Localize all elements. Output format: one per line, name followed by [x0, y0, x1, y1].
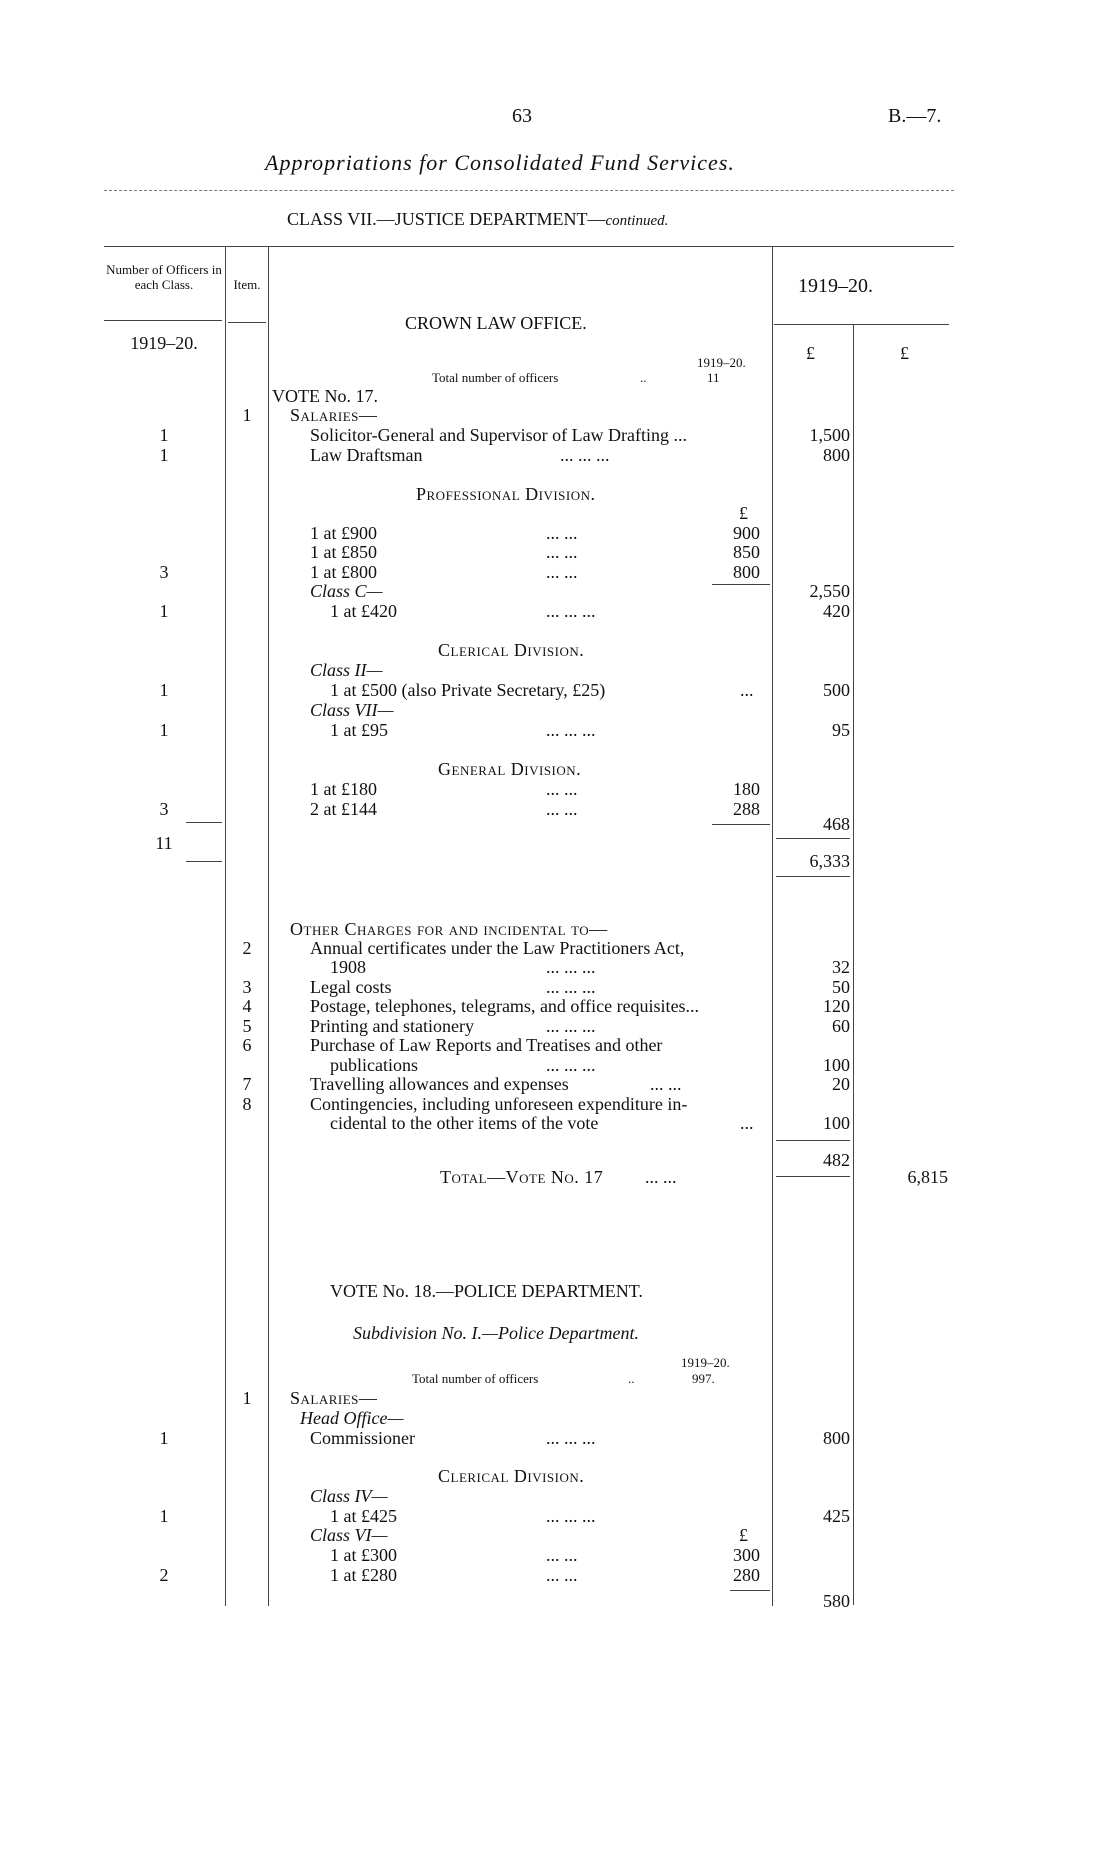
officer-count: 1 [159, 1428, 169, 1448]
line-item-text: Postage, telephones, telegrams, and office requisites... [310, 996, 700, 1016]
officer-count: 1 [159, 680, 169, 700]
dot-leader: ... ... ... [546, 1055, 596, 1075]
division-heading: Clerical Division. [438, 1466, 585, 1486]
dot-leader: ... ... [546, 799, 578, 819]
dot-leader: .. [628, 1371, 635, 1386]
amount-value: 2,550 [809, 581, 850, 601]
officers-year-note: 1919–20. [681, 1355, 730, 1370]
line-item-text: 1 at £280 [330, 1565, 397, 1585]
vote-total-value: 6,815 [907, 1167, 948, 1187]
amount-value: 500 [823, 680, 850, 700]
amount-value: 420 [823, 601, 850, 621]
line-item-text: 1 at £850 [310, 542, 377, 562]
line-item-text: 1 at £900 [310, 523, 377, 543]
amount-value: 60 [832, 1016, 850, 1036]
amount-value: 800 [823, 1428, 850, 1448]
amount-value: 120 [823, 996, 850, 1016]
salaries-total: 6,333 [809, 851, 850, 871]
vote-total-label: Total—Vote No. 17 [440, 1167, 604, 1187]
subtotal-rule [730, 1590, 770, 1591]
amount-value: 95 [832, 720, 850, 740]
amount-value: 100 [823, 1113, 850, 1133]
amount-value: 1,500 [809, 425, 850, 445]
officers-total: 11 [155, 833, 173, 853]
line-item-text: 1 at £420 [330, 601, 397, 621]
total-rule [776, 876, 850, 877]
total-rule [776, 1176, 850, 1177]
division-heading: General Division. [438, 759, 582, 779]
item-header-rule [228, 322, 266, 323]
amount-value: 800 [823, 445, 850, 465]
dot-leader: ... ... ... [546, 1506, 596, 1526]
year-column-header: 1919–20. [798, 275, 873, 297]
line-item-text: Solicitor-General and Supervisor of Law Drafting ... [310, 425, 688, 445]
dot-leader: ... [740, 680, 754, 700]
dot-leader: ... ... ... [560, 445, 610, 465]
item-number: 3 [242, 977, 252, 997]
amount-value: 468 [823, 814, 850, 834]
subamount-value: 280 [733, 1565, 760, 1585]
section-title-crown-law: CROWN LAW OFFICE. [405, 313, 587, 333]
class-heading: Head Office— [300, 1408, 404, 1428]
officer-count: 3 [159, 562, 169, 582]
dot-leader: ... ... [546, 1545, 578, 1565]
dot-leader: ... ... ... [546, 1428, 596, 1448]
total-officers-value: 997. [692, 1371, 715, 1386]
class-heading: Class VII— [310, 700, 394, 720]
subamount-value: 180 [733, 779, 760, 799]
item-number: 7 [242, 1074, 252, 1094]
total-column-divider [853, 325, 854, 1605]
table-top-rule [104, 246, 954, 247]
division-heading: Clerical Division. [438, 640, 585, 660]
officer-count: 1 [159, 1506, 169, 1526]
line-item-text: publications [330, 1055, 418, 1075]
line-item-text: 1908 [330, 957, 366, 977]
officer-count: 1 [159, 445, 169, 465]
subamount-value: 288 [733, 799, 760, 819]
dot-leader: ... ... [650, 1074, 682, 1094]
item-number: 5 [242, 1016, 252, 1036]
item-number: 4 [242, 996, 252, 1016]
officers-column-header: Number of Officers in each Class. [106, 262, 222, 292]
item-number: 8 [242, 1094, 252, 1114]
line-item-text: Law Draftsman [310, 445, 423, 465]
currency-label-total: £ [900, 343, 909, 363]
item-number: 6 [242, 1035, 252, 1055]
total-officers-label: Total number of officers [432, 370, 559, 385]
division-heading: Professional Division. [416, 484, 596, 504]
page-number: 63 [512, 105, 532, 127]
dot-leader: ... ... ... [546, 957, 596, 977]
total-rule [776, 838, 850, 839]
currency-label-amount: £ [806, 343, 815, 363]
subamount-value: 900 [733, 523, 760, 543]
officer-count: 3 [159, 799, 169, 819]
dot-leader: ... ... ... [546, 720, 596, 740]
dot-leader: ... ... [645, 1167, 677, 1187]
year-header-rule [774, 324, 949, 325]
item-number: 1 [242, 1388, 252, 1408]
dot-leader: ... ... [546, 562, 578, 582]
total-officers-label: Total number of officers [412, 1371, 539, 1386]
dot-leader: ... ... ... [546, 977, 596, 997]
line-item-text: cidental to the other items of the vote [330, 1113, 599, 1133]
line-item-text: Contingencies, including unforeseen expenditure in- [310, 1094, 688, 1114]
officer-count: 1 [159, 720, 169, 740]
line-item-text: 2 at £144 [310, 799, 377, 819]
line-item-text: 1 at £180 [310, 779, 377, 799]
page-title: Appropriations for Consolidated Fund Services. [265, 150, 735, 175]
currency-label: £ [739, 503, 748, 523]
class-heading: CLASS VII.—JUSTICE DEPARTMENT—continued. [287, 209, 669, 229]
line-item-text: 1 at £800 [310, 562, 377, 582]
class-heading: Class II— [310, 660, 383, 680]
line-item-text: Printing and stationery [310, 1016, 474, 1036]
dot-leader: ... ... [546, 779, 578, 799]
line-item-text: Purchase of Law Reports and Treatises and other [310, 1035, 663, 1055]
amount-value: 32 [832, 957, 850, 977]
dot-leader: ... ... [546, 1565, 578, 1585]
amount-value: 100 [823, 1055, 850, 1075]
salaries-heading: Salaries— [290, 405, 378, 425]
class-heading: Class C— [310, 581, 383, 601]
dot-leader: ... [740, 1113, 754, 1133]
officers-total-rule [186, 861, 222, 862]
total-officers-value: 11 [707, 370, 720, 385]
item-column-divider [268, 246, 269, 1606]
subdivision-heading: Subdivision No. I.—Police Department. [353, 1323, 639, 1343]
line-item-text: 1 at £95 [330, 720, 388, 740]
officers-header-rule [104, 320, 222, 321]
officers-year-note: 1919–20. [697, 355, 746, 370]
class-heading: Class IV— [310, 1486, 388, 1506]
line-item-text: 1 at £425 [330, 1506, 397, 1526]
dot-leader: ... ... ... [546, 601, 596, 621]
line-item-text: 1 at £300 [330, 1545, 397, 1565]
salaries-heading: Salaries— [290, 1388, 378, 1408]
vote-heading: VOTE No. 17. [272, 386, 378, 406]
officer-count: 1 [159, 425, 169, 445]
item-number: 2 [242, 938, 252, 958]
dot-leader: ... ... [546, 542, 578, 562]
other-charges-heading: Other Charges for and incidental to— [290, 919, 608, 939]
officers-total-rule [186, 822, 222, 823]
total-rule [776, 1140, 850, 1141]
line-item-text: Travelling allowances and expenses [310, 1074, 569, 1094]
class-heading: Class VI— [310, 1525, 388, 1545]
officer-count: 1 [159, 601, 169, 621]
line-item-text: 1 at £500 (also Private Secretary, £25) [330, 680, 606, 700]
document-reference: B.—7. [888, 105, 942, 127]
line-item-text: Legal costs [310, 977, 392, 997]
dot-leader: .. [640, 370, 647, 385]
header-rule [104, 190, 954, 191]
subamount-value: 850 [733, 542, 760, 562]
amount-value: 50 [832, 977, 850, 997]
line-item-text: Annual certificates under the Law Practitioners Act, [310, 938, 685, 958]
amount-value: 20 [832, 1074, 850, 1094]
officer-count: 2 [159, 1565, 169, 1585]
amount-value: 580 [823, 1591, 850, 1611]
amount-value: 425 [823, 1506, 850, 1526]
currency-label: £ [739, 1525, 748, 1545]
dot-leader: ... ... [546, 523, 578, 543]
item-number: 1 [242, 405, 252, 425]
subamount-value: 800 [733, 562, 760, 582]
section-title-police: VOTE No. 18.—POLICE DEPARTMENT. [330, 1281, 643, 1301]
other-charges-total: 482 [823, 1150, 850, 1170]
item-column-header: Item. [233, 277, 261, 292]
subamount-value: 300 [733, 1545, 760, 1565]
officers-year-label: 1919–20. [130, 333, 198, 353]
dot-leader: ... ... ... [546, 1016, 596, 1036]
line-item-text: Commissioner [310, 1428, 416, 1448]
